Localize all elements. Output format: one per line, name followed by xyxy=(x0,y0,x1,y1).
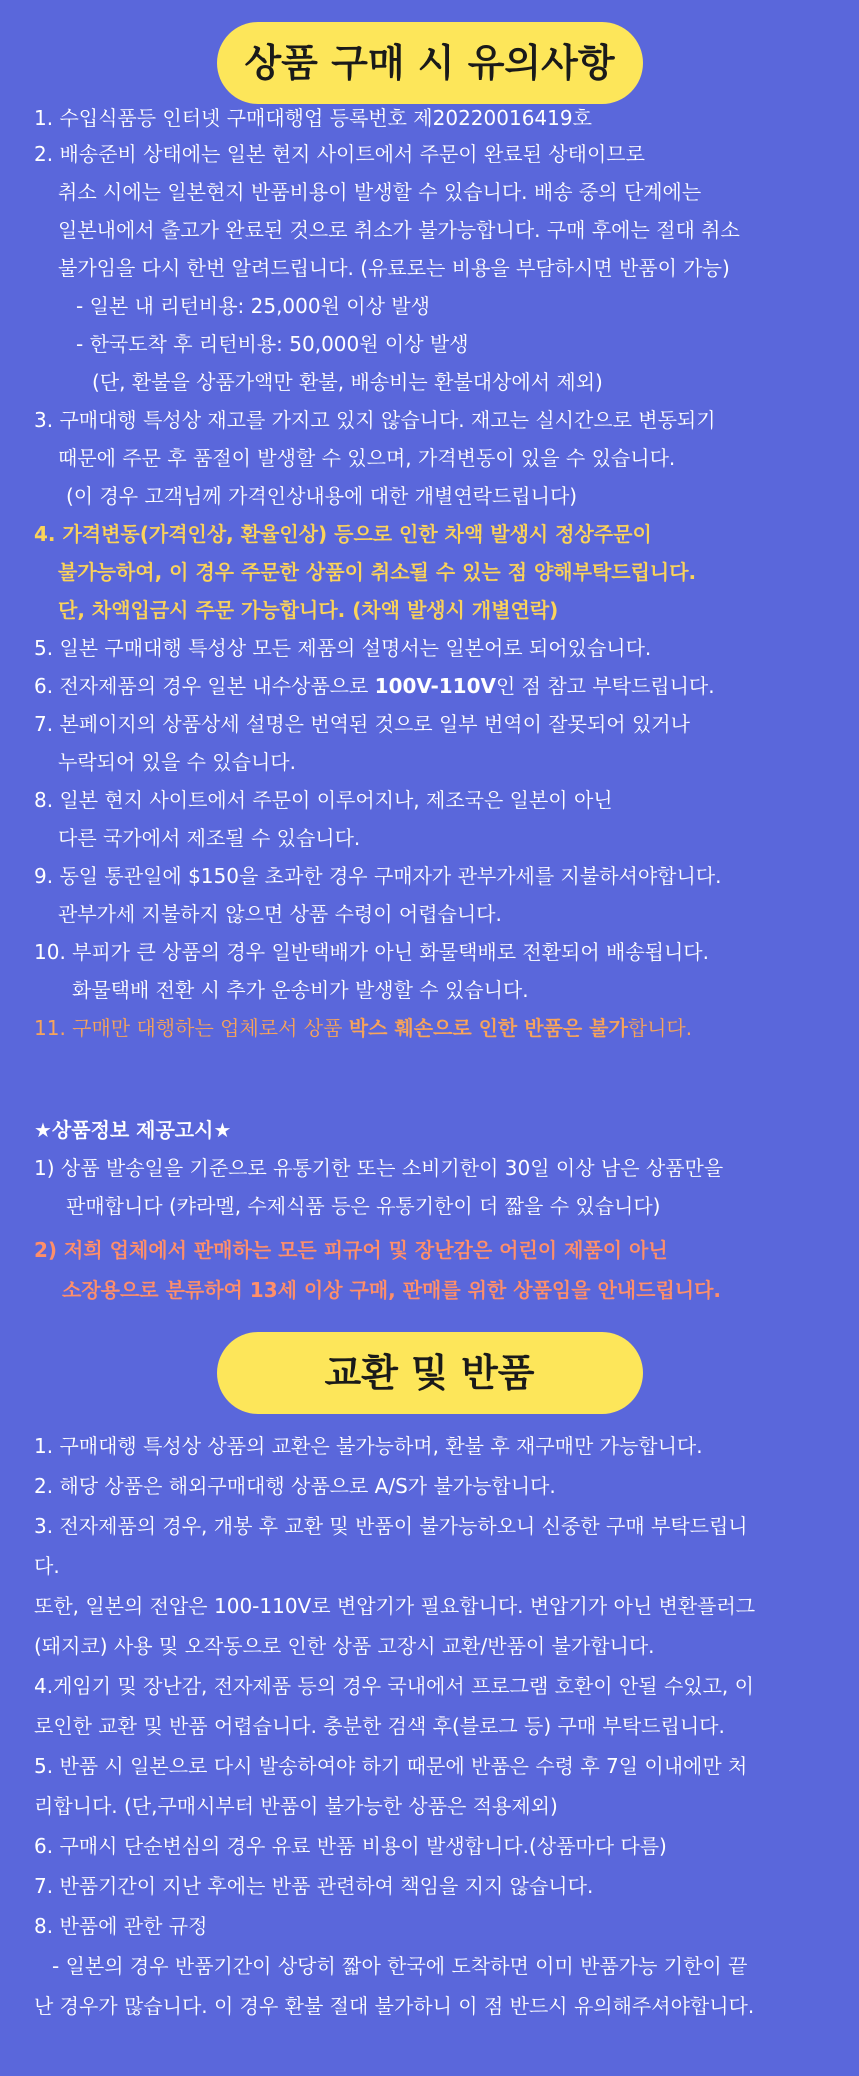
notice-line: 9. 동일 통관일에 $150을 초과한 경우 구매자가 관부가세를 지불하셔야합니다. xyxy=(34,864,722,888)
notice-line: (이 경우 고객님께 가격인상내용에 대한 개별연락드립니다) xyxy=(66,484,578,508)
notice-line: 다른 국가에서 제조될 수 있습니다. xyxy=(58,826,361,850)
notice-line: 1. 수입식품등 인터넷 구매대행업 등록번호 제20220016419호 xyxy=(34,106,592,130)
exchange-line: 7. 반품기간이 지난 후에는 반품 관련하여 책임을 지지 않습니다. xyxy=(34,1874,594,1898)
notice-bold-text: 박스 훼손으로 인한 반품은 불가 xyxy=(348,1016,628,1040)
notice-line: 10. 부피가 큰 상품의 경우 일반택배가 아닌 화물택배로 전환되어 배송됩니다. xyxy=(34,940,709,964)
product-info-highlight-line: 소장용으로 분류하여 13세 이상 구매, 판매를 위한 상품임을 안내드립니다. xyxy=(62,1278,722,1302)
notice-title: 상품 구매 시 유의사항 xyxy=(217,22,643,104)
product-info-line: 1) 상품 발송일을 기준으로 유통기한 또는 소비기한이 30일 이상 남은 상품만을 xyxy=(34,1156,724,1180)
exchange-line: 2. 해당 상품은 해외구매대행 상품으로 A/S가 불가능합니다. xyxy=(34,1474,556,1498)
exchange-line: 3. 전자제품의 경우, 개봉 후 교환 및 반품이 불가능하오니 신중한 구매 부탁드립니 xyxy=(34,1514,748,1538)
notice-line: 7. 본페이지의 상품상세 설명은 번역된 것으로 일부 번역이 잘못되어 있거나 xyxy=(34,712,690,736)
notice-line: 누락되어 있을 수 있습니다. xyxy=(58,750,296,774)
notice-line: 3. 구매대행 특성상 재고를 가지고 있지 않습니다. 재고는 실시간으로 변동되기 xyxy=(34,408,716,432)
product-info-title: ★상품정보 제공고시★ xyxy=(34,1118,232,1142)
voltage-text: 100V-110V xyxy=(374,674,496,698)
exchange-line: 다. xyxy=(34,1554,60,1578)
exchange-line: 5. 반품 시 일본으로 다시 발송하여야 하기 때문에 반품은 수령 후 7일 이내에만 처 xyxy=(34,1754,748,1778)
notice-line: 관부가세 지불하지 않으면 상품 수령이 어렵습니다. xyxy=(58,902,502,926)
notice-text: 합니다. xyxy=(627,1016,693,1040)
exchange-line: 4.게임기 및 장난감, 전자제품 등의 경우 국내에서 프로그램 호환이 안될 수있고, 이 xyxy=(34,1674,754,1698)
product-info-line: 판매합니다 (캬라멜, 수제식품 등은 유통기한이 더 짧을 수 있습니다) xyxy=(66,1194,661,1218)
notice-line: - 한국도착 후 리턴비용: 50,000원 이상 발생 xyxy=(76,332,469,356)
notice-highlight-line: 4. 가격변동(가격인상, 환율인상) 등으로 인한 차액 발생시 정상주문이 xyxy=(34,522,652,546)
notice-line: 8. 일본 현지 사이트에서 주문이 이루어지나, 제조국은 일본이 아닌 xyxy=(34,788,613,812)
exchange-line: 8. 반품에 관한 규정 xyxy=(34,1914,208,1938)
notice-text: 6. 전자제품의 경우 일본 내수상품으로 xyxy=(34,674,375,698)
notice-line: 일본내에서 출고가 완료된 것으로 취소가 불가능합니다. 구매 후에는 절대 취소 xyxy=(58,218,740,242)
notice-line xyxy=(34,1014,692,1042)
product-info-highlight-line: 2) 저희 업체에서 판매하는 모든 피규어 및 장난감은 어린이 제품이 아닌 xyxy=(34,1238,668,1262)
notice-line: 때문에 주문 후 품절이 발생할 수 있으며, 가격변동이 있을 수 있습니다. xyxy=(58,446,676,470)
notice-line: 5. 일본 구매대행 특성상 모든 제품의 설명서는 일본어로 되어있습니다. xyxy=(34,636,652,660)
exchange-line: 또한, 일본의 전압은 100-110V로 변압기가 필요합니다. 변압기가 아닌 변환플러그 xyxy=(34,1594,756,1618)
notice-line: 화물택배 전환 시 추가 운송비가 발생할 수 있습니다. xyxy=(72,978,529,1002)
notice-line: 불가임을 다시 한번 알려드립니다. (유료로는 비용을 부담하시면 반품이 가능) xyxy=(58,256,730,280)
notice-text: 인 점 참고 부탁드립니다. xyxy=(495,674,715,698)
exchange-line: 1. 구매대행 특성상 상품의 교환은 불가능하며, 환불 후 재구매만 가능합니다. xyxy=(34,1434,703,1458)
notice-highlight-line: 단, 차액입금시 주문 가능합니다. (차액 발생시 개별연락) xyxy=(58,598,559,622)
exchange-line: 리합니다. (단,구매시부터 반품이 불가능한 상품은 적용제외) xyxy=(34,1794,558,1818)
exchange-line: - 일본의 경우 반품기간이 상당히 짧아 한국에 도착하면 이미 반품가능 기한이 끝 xyxy=(52,1954,748,1978)
notice-line: - 일본 내 리턴비용: 25,000원 이상 발생 xyxy=(76,294,430,318)
exchange-line: 로인한 교환 및 반품 어렵습니다. 충분한 검색 후(블로그 등) 구매 부탁드립니다. xyxy=(34,1714,725,1738)
notice-line: (단, 환불을 상품가액만 환불, 배송비는 환불대상에서 제외) xyxy=(92,370,603,394)
notice-line xyxy=(34,672,715,700)
notice-text: 11. 구매만 대행하는 업체로서 상품 xyxy=(34,1016,349,1040)
exchange-title: 교환 및 반품 xyxy=(217,1332,643,1414)
exchange-line: (돼지코) 사용 및 오작동으로 인한 상품 고장시 교환/반품이 불가합니다. xyxy=(34,1634,655,1658)
notice-line: 2. 배송준비 상태에는 일본 현지 사이트에서 주문이 완료된 상태이므로 xyxy=(34,142,645,166)
exchange-line: 난 경우가 많습니다. 이 경우 환불 절대 불가하니 이 점 반드시 유의해주셔야합니다. xyxy=(34,1994,755,2018)
notice-line: 취소 시에는 일본현지 반품비용이 발생할 수 있습니다. 배송 중의 단계에는 xyxy=(58,180,702,204)
exchange-line: 6. 구매시 단순변심의 경우 유료 반품 비용이 발생합니다.(상품마다 다름) xyxy=(34,1834,667,1858)
notice-highlight-line: 불가능하여, 이 경우 주문한 상품이 취소될 수 있는 점 양해부탁드립니다. xyxy=(58,560,697,584)
